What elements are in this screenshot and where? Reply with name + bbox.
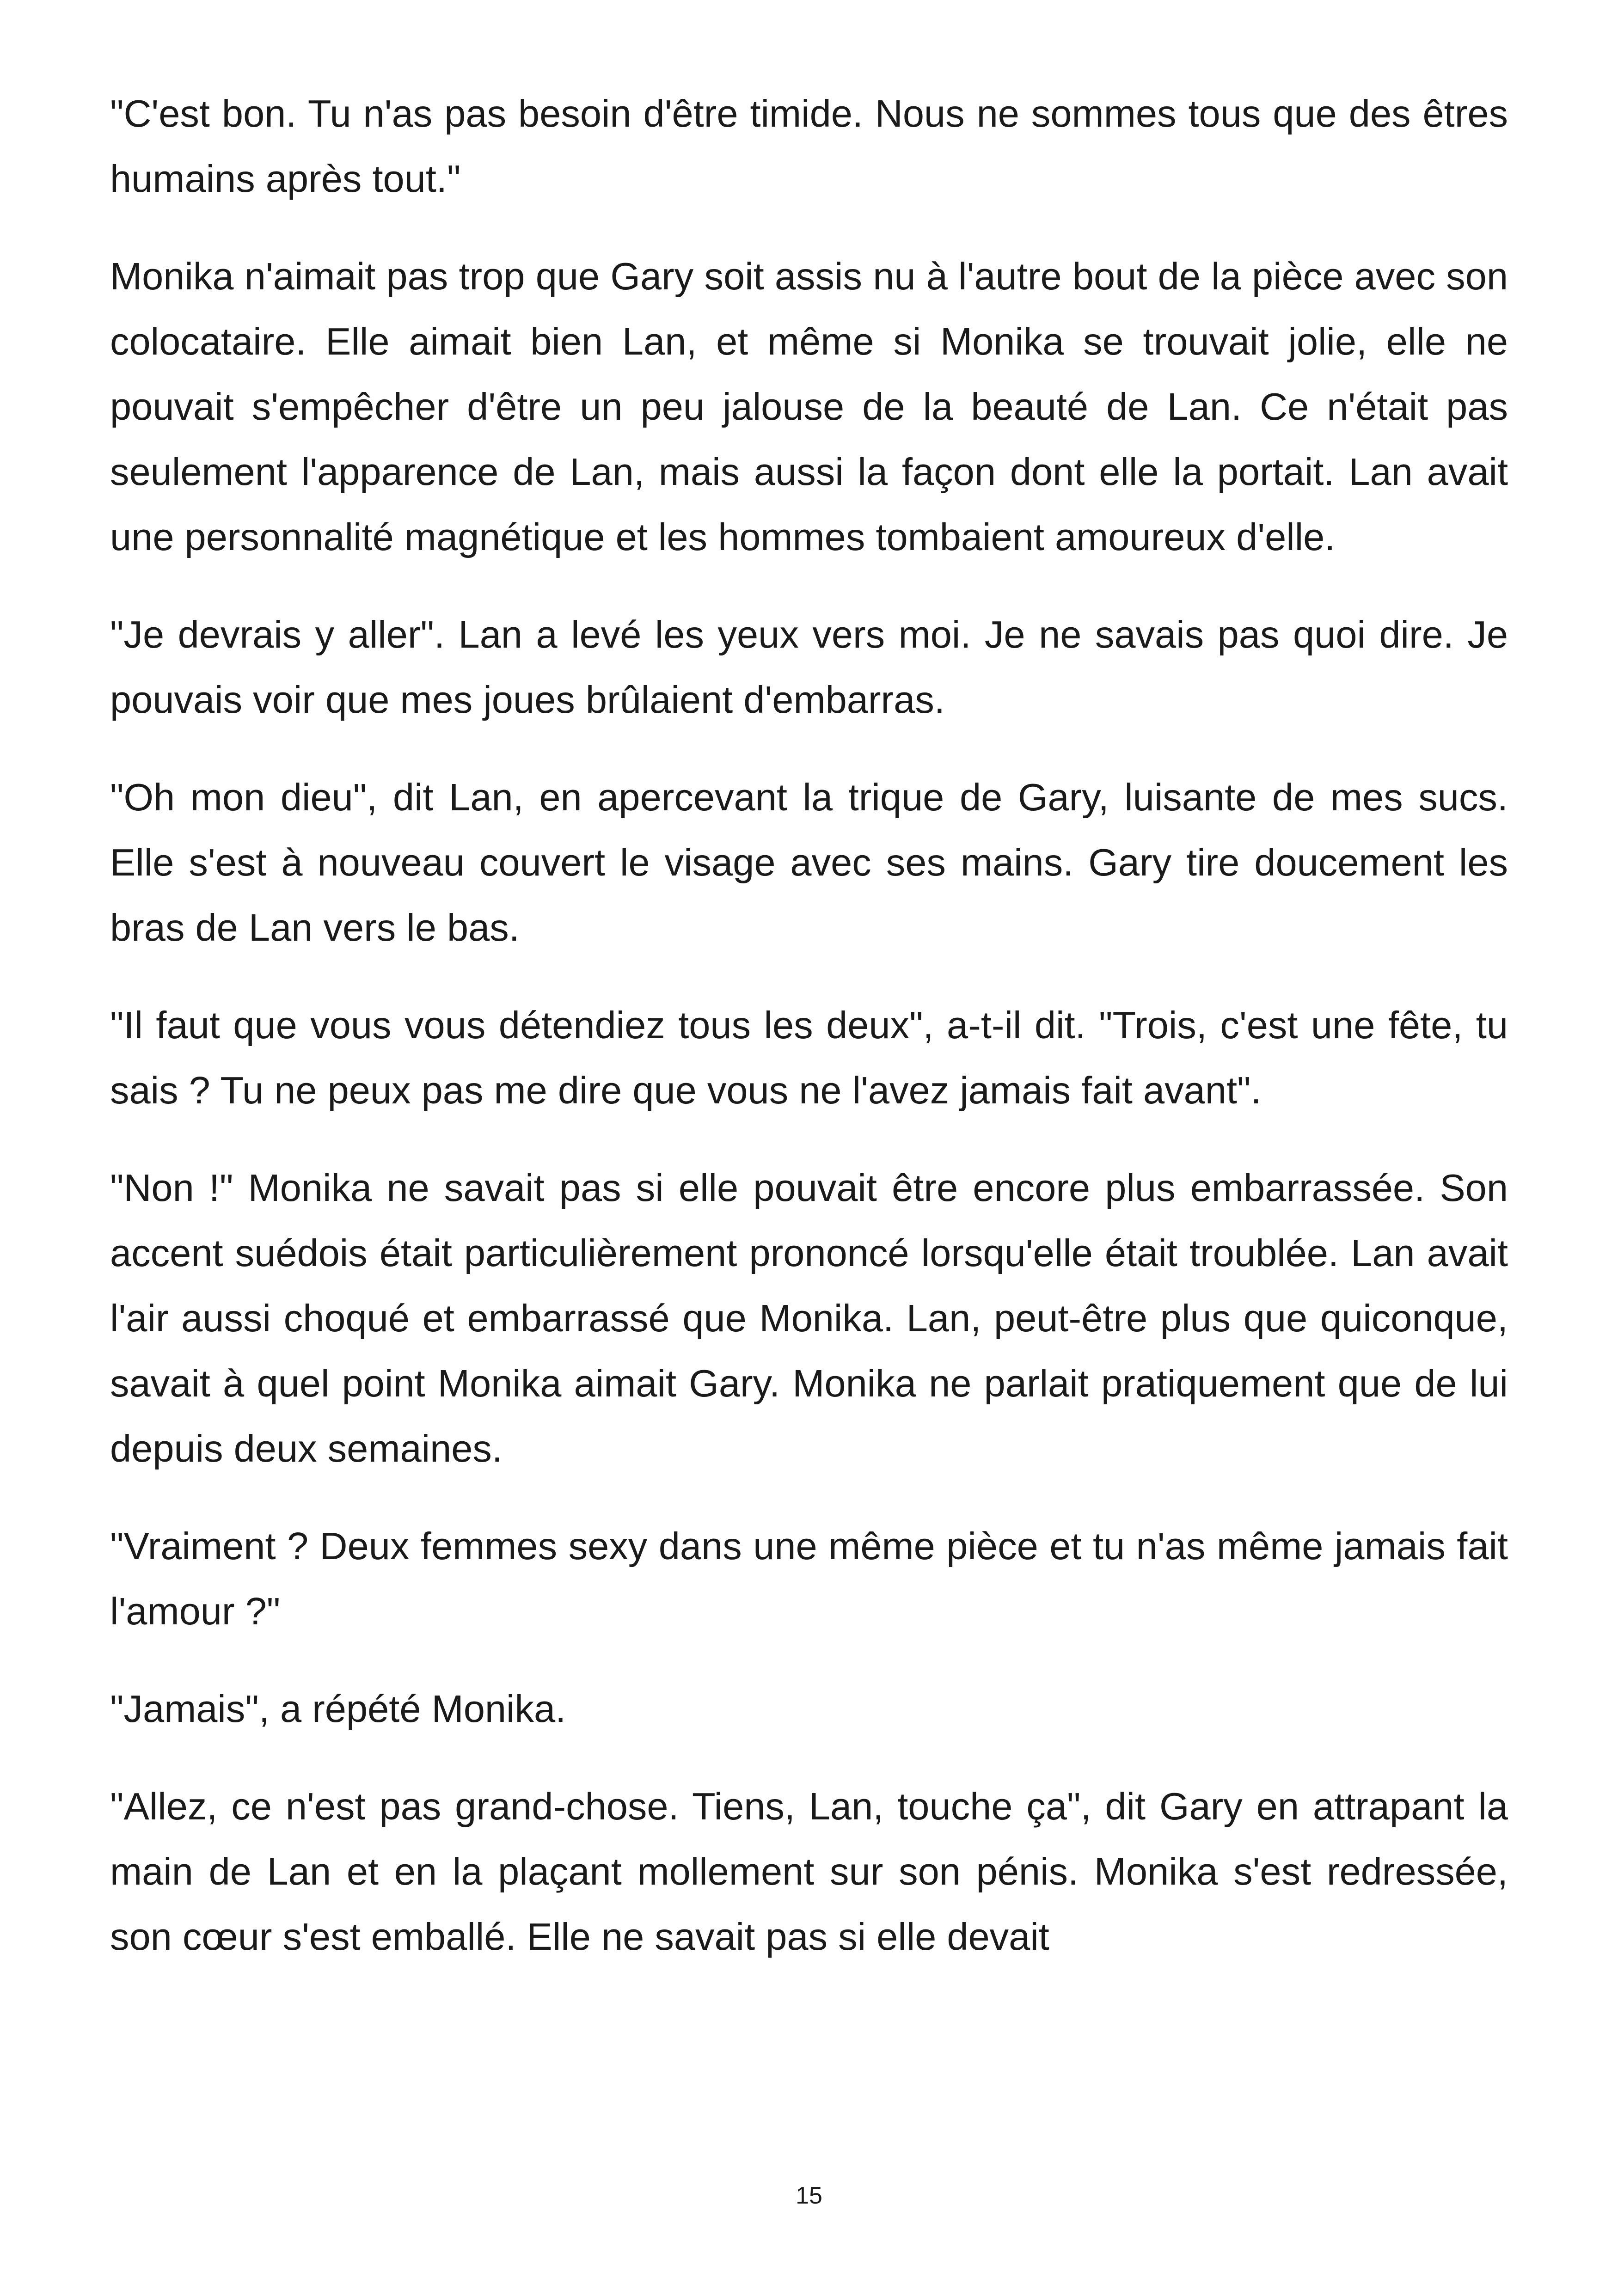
paragraph-5: "Il faut que vous vous détendiez tous les deux", a-t-il dit. "Trois, c'est une fête, tu sais ? Tu ne peux pas me dire que vous ne l'avez jamais fait avant". xyxy=(110,1004,1508,1112)
paragraph-2: Monika n'aimait pas trop que Gary soit assis nu à l'autre bout de la pièce avec son colocataire. Elle aimait bien Lan, et même si Monika se trouvait jolie, elle ne pouvait s'empêcher d'être un peu jalouse de la beauté de Lan. Ce n'était pas seulement l'apparence de Lan, mais aussi la façon dont elle la portait. Lan avait une personnalité magnétique et les hommes tombaient amoureux d'elle. xyxy=(110,255,1508,558)
paragraph-3: "Je devrais y aller". Lan a levé les yeux vers moi. Je ne savais pas quoi dire. Je pouvais voir que mes joues brûlaient d'embarras. xyxy=(110,613,1508,721)
page-number: 15 xyxy=(796,2182,822,2209)
paragraph-8: "Jamais", a répété Monika. xyxy=(110,1687,566,1730)
paragraph-7: "Vraiment ? Deux femmes sexy dans une même pièce et tu n'as même jamais fait l'amour ?" xyxy=(110,1525,1508,1633)
body-text xyxy=(110,81,1508,2002)
paragraph-4: "Oh mon dieu", dit Lan, en apercevant la trique de Gary, luisante de mes sucs. Elle s'est à nouveau couvert le visage avec ses mains. Gary tire doucement les bras de Lan vers le bas. xyxy=(110,776,1508,949)
paragraph-1: "C'est bon. Tu n'as pas besoin d'être timide. Nous ne sommes tous que des êtres humains après tout." xyxy=(110,92,1508,200)
paragraph-9: "Allez, ce n'est pas grand-chose. Tiens, Lan, touche ça", dit Gary en attrapant la main de Lan et en la plaçant mollement sur son pénis. Monika s'est redressée, son cœur s'est emballé. Elle ne savait pas si elle devait xyxy=(110,1785,1508,1958)
paragraph-6: "Non !" Monika ne savait pas si elle pouvait être encore plus embarrassée. Son accent suédois était particulièrement prononcé lorsqu'elle était troublée. Lan avait l'air aussi choqué et embarrassé que Monika. Lan, peut-être plus que quiconque, savait à quel point Monika aimait Gary. Monika ne parlait pratiquement que de lui depuis deux semaines. xyxy=(110,1166,1508,1470)
